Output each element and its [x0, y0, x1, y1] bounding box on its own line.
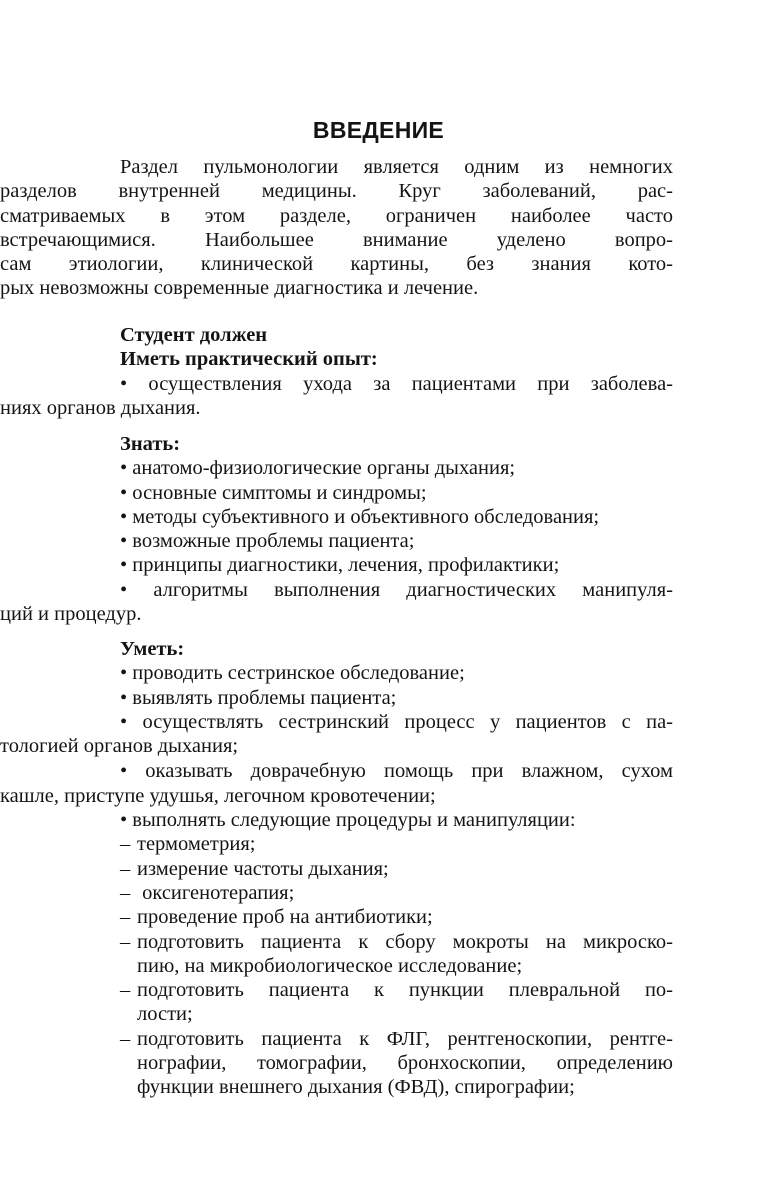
list-item: • осуществлять сестринский процесс у пациентов с па-	[120, 710, 673, 733]
list-item: • выявлять проблемы пациента;	[120, 686, 397, 709]
dash-marker: –	[120, 930, 131, 953]
list-item: • оказывать доврачебную помощь при влажном, сухом	[120, 760, 673, 783]
section-heading: Знать:	[120, 433, 181, 455]
text-line: рых невозможны современные диагностика и лечение.	[0, 277, 479, 300]
sub-item-text: проведение проб на антибиотики;	[137, 906, 433, 929]
sub-item-text: функции внешнего дыхания (ФВД), спирографии;	[137, 1076, 575, 1099]
sub-list-item	[120, 930, 673, 979]
sub-item-text: нографии, томографии, бронхоскопии, определению	[137, 1052, 673, 1075]
section-heading: Студент должен	[120, 324, 268, 346]
page-title: ВВЕДЕНИЕ	[312, 117, 445, 143]
section-heading: Иметь практический опыт:	[120, 348, 378, 371]
sub-item-text: подготовить пациента к ФЛГ, рентгеноскопии, рентге-	[137, 1027, 673, 1050]
know-section	[0, 432, 673, 626]
dash-marker: –	[120, 906, 131, 929]
sub-list-item	[120, 978, 673, 1027]
can-section	[0, 637, 673, 1100]
sub-item-text: оксигенотерапия;	[137, 881, 295, 904]
sub-list-item	[120, 905, 673, 929]
list-item: • методы субъективного и объективного обследования;	[120, 505, 600, 528]
list-item: • принципы диагностики, лечения, профилактики;	[120, 554, 560, 577]
list-item: ниях органов дыхания.	[0, 396, 201, 419]
intro-paragraph	[0, 155, 673, 301]
dash-marker: –	[120, 833, 131, 856]
sub-list-item	[120, 881, 673, 905]
list-item: • возможные проблемы пациента;	[120, 530, 415, 553]
sub-item-text: лости;	[137, 1003, 193, 1026]
list-item: • осуществления ухода за пациентами при заболева-	[120, 372, 673, 395]
sub-item-text: пию, на микробиологическое исследование;	[137, 954, 523, 977]
dash-marker: –	[120, 857, 131, 880]
dash-marker: –	[120, 1027, 131, 1050]
sub-item-text: измерение частоты дыхания;	[137, 857, 389, 880]
list-item: • алгоритмы выполнения диагностических манипуля-	[120, 578, 673, 601]
text-line: Раздел пульмонологии является одним из немногих	[120, 156, 673, 178]
sub-list-item	[120, 857, 673, 881]
list-item: кашле, приступе удушья, легочном кровотечении;	[0, 784, 436, 807]
text-line: разделов внутренней медицины. Круг заболеваний, рас-	[0, 180, 673, 203]
text-line: сматриваемых в этом разделе, ограничен наиболее часто	[0, 204, 673, 227]
list-item: тологией органов дыхания;	[0, 735, 239, 758]
list-item: • проводить сестринское обследование;	[120, 662, 465, 685]
student-section	[0, 323, 673, 420]
list-item: • анатомо-физиологические органы дыхания;	[120, 457, 516, 480]
dash-marker: –	[120, 881, 131, 904]
sub-list-item	[120, 832, 673, 856]
list-item: • выполнять следующие процедуры и манипуляции:	[120, 809, 576, 832]
list-item: • основные симптомы и синдромы;	[120, 481, 427, 504]
list-item: ций и процедур.	[0, 603, 142, 626]
section-heading: Уметь:	[120, 638, 185, 660]
sub-list-item	[120, 1027, 673, 1100]
sub-item-text: термометрия;	[137, 833, 256, 856]
dash-marker: –	[120, 979, 131, 1002]
sub-item-text: подготовить пациента к пункции плевральной по-	[137, 979, 673, 1002]
text-line: встречающимися. Наибольшее внимание уделено вопро-	[0, 228, 673, 251]
sub-item-text: подготовить пациента к сбору мокроты на микроско-	[137, 930, 673, 953]
text-line: сам этиологии, клинической картины, без знания кото-	[0, 253, 673, 276]
